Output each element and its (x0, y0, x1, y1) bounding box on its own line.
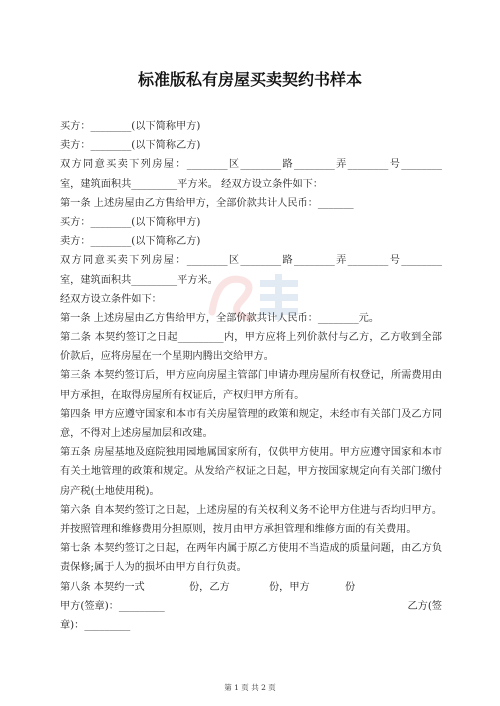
seller-line: 卖方：________(以下简称乙方) (60, 236, 201, 248)
document-title: 标准版私有房屋买卖契约书样本 (137, 70, 362, 89)
article-3-line: 第三条 本契约签订后，甲方应向房屋主管部门申请办理房屋所有权登记，所需费用由 (60, 370, 442, 382)
article-6-line: 第六条 自本契约签订之日起，上述房屋的有关权利义务不论甲方住进与否均归甲方。 (60, 504, 442, 516)
article-4-line: 第四条 甲方应遵守国家和本市有关房屋管理的政策和规定，未经市有关部门及乙方同 (60, 408, 442, 420)
party-a-signature: 甲方(签章)：_________ (60, 600, 165, 612)
property-area-line: 室，建筑面积共_________平方米。 (60, 274, 218, 286)
article-4-line: 意，不得对上述房屋加层和改建。 (60, 428, 213, 439)
party-b-signature-start: 乙方(签 (407, 600, 442, 612)
property-area-line: 室，建筑面积共_________平方米。 经双方设立条件如下： (60, 178, 324, 190)
article-8-copies-total: 第八条 本契约一式 (60, 581, 145, 593)
contract-body (60, 117, 442, 635)
article-5-line: 第五条 房屋基地及庭院独用园地属国家所有，仅供甲方使用。甲方应遵守国家和本市 (60, 447, 442, 459)
article-1-line: 第一条 上述房屋由乙方售给甲方，全部价款共计人民币：_______ (60, 197, 354, 209)
article-8-copies-party-a: 份，甲方 (269, 581, 310, 593)
page-number-footer: 第 1 页 共 2 页 (224, 683, 276, 692)
buyer-line: 买方：________(以下简称甲方) (60, 216, 201, 228)
signature-line (60, 597, 442, 616)
article-8-copies-party-b: 份，乙方 (189, 581, 230, 593)
article-2-line: 价款后，应将房屋在一个星期内腾出交给甲方。 (60, 351, 274, 363)
conditions-intro: 经双方设立条件如下： (60, 293, 162, 305)
property-address-line: 双方同意买卖下列房屋：________区________路________弄________号________ (60, 159, 442, 171)
article-6-line: 并按照管理和维修费用分担原则，按月由甲方承担管理和维修方面的有关费用。 (60, 523, 417, 535)
article-8-copies-end: 份 (345, 581, 356, 593)
party-b-signature-end: 章)：_________ (60, 619, 131, 631)
article-7-line: 责保修;属于人为的损坏由甲方自行负责。 (60, 562, 247, 574)
article-1-line: 第一条 上述房屋由乙方售给甲方，全部价款共计人民币：________元。 (60, 312, 380, 324)
article-2-line: 第二条 本契约签订之日起_________内，甲方应将上列价款付与乙方，乙方收到全部 (60, 332, 442, 344)
article-7-line: 第七条 本契约签订之日起，在两年内属于原乙方使用不当造成的质量问题，由乙方负 (60, 543, 442, 555)
article-3-line: 甲方承担，在取得房屋所有权证后，产权归甲方所有。 (60, 389, 305, 401)
property-address-line: 双方同意买卖下列房屋：________区________路________弄________号________ (60, 255, 442, 267)
article-8-line (60, 578, 442, 597)
article-5-line: 房产税(土地使用税)。 (60, 485, 160, 497)
seller-line: 卖方：________(以下简称乙方) (60, 140, 201, 152)
article-5-line: 有关土地管理的政策和规定。从发给产权证之日起，甲方按国家规定向有关部门缴付 (60, 466, 442, 478)
buyer-line: 买方：________(以下简称甲方) (60, 121, 201, 132)
